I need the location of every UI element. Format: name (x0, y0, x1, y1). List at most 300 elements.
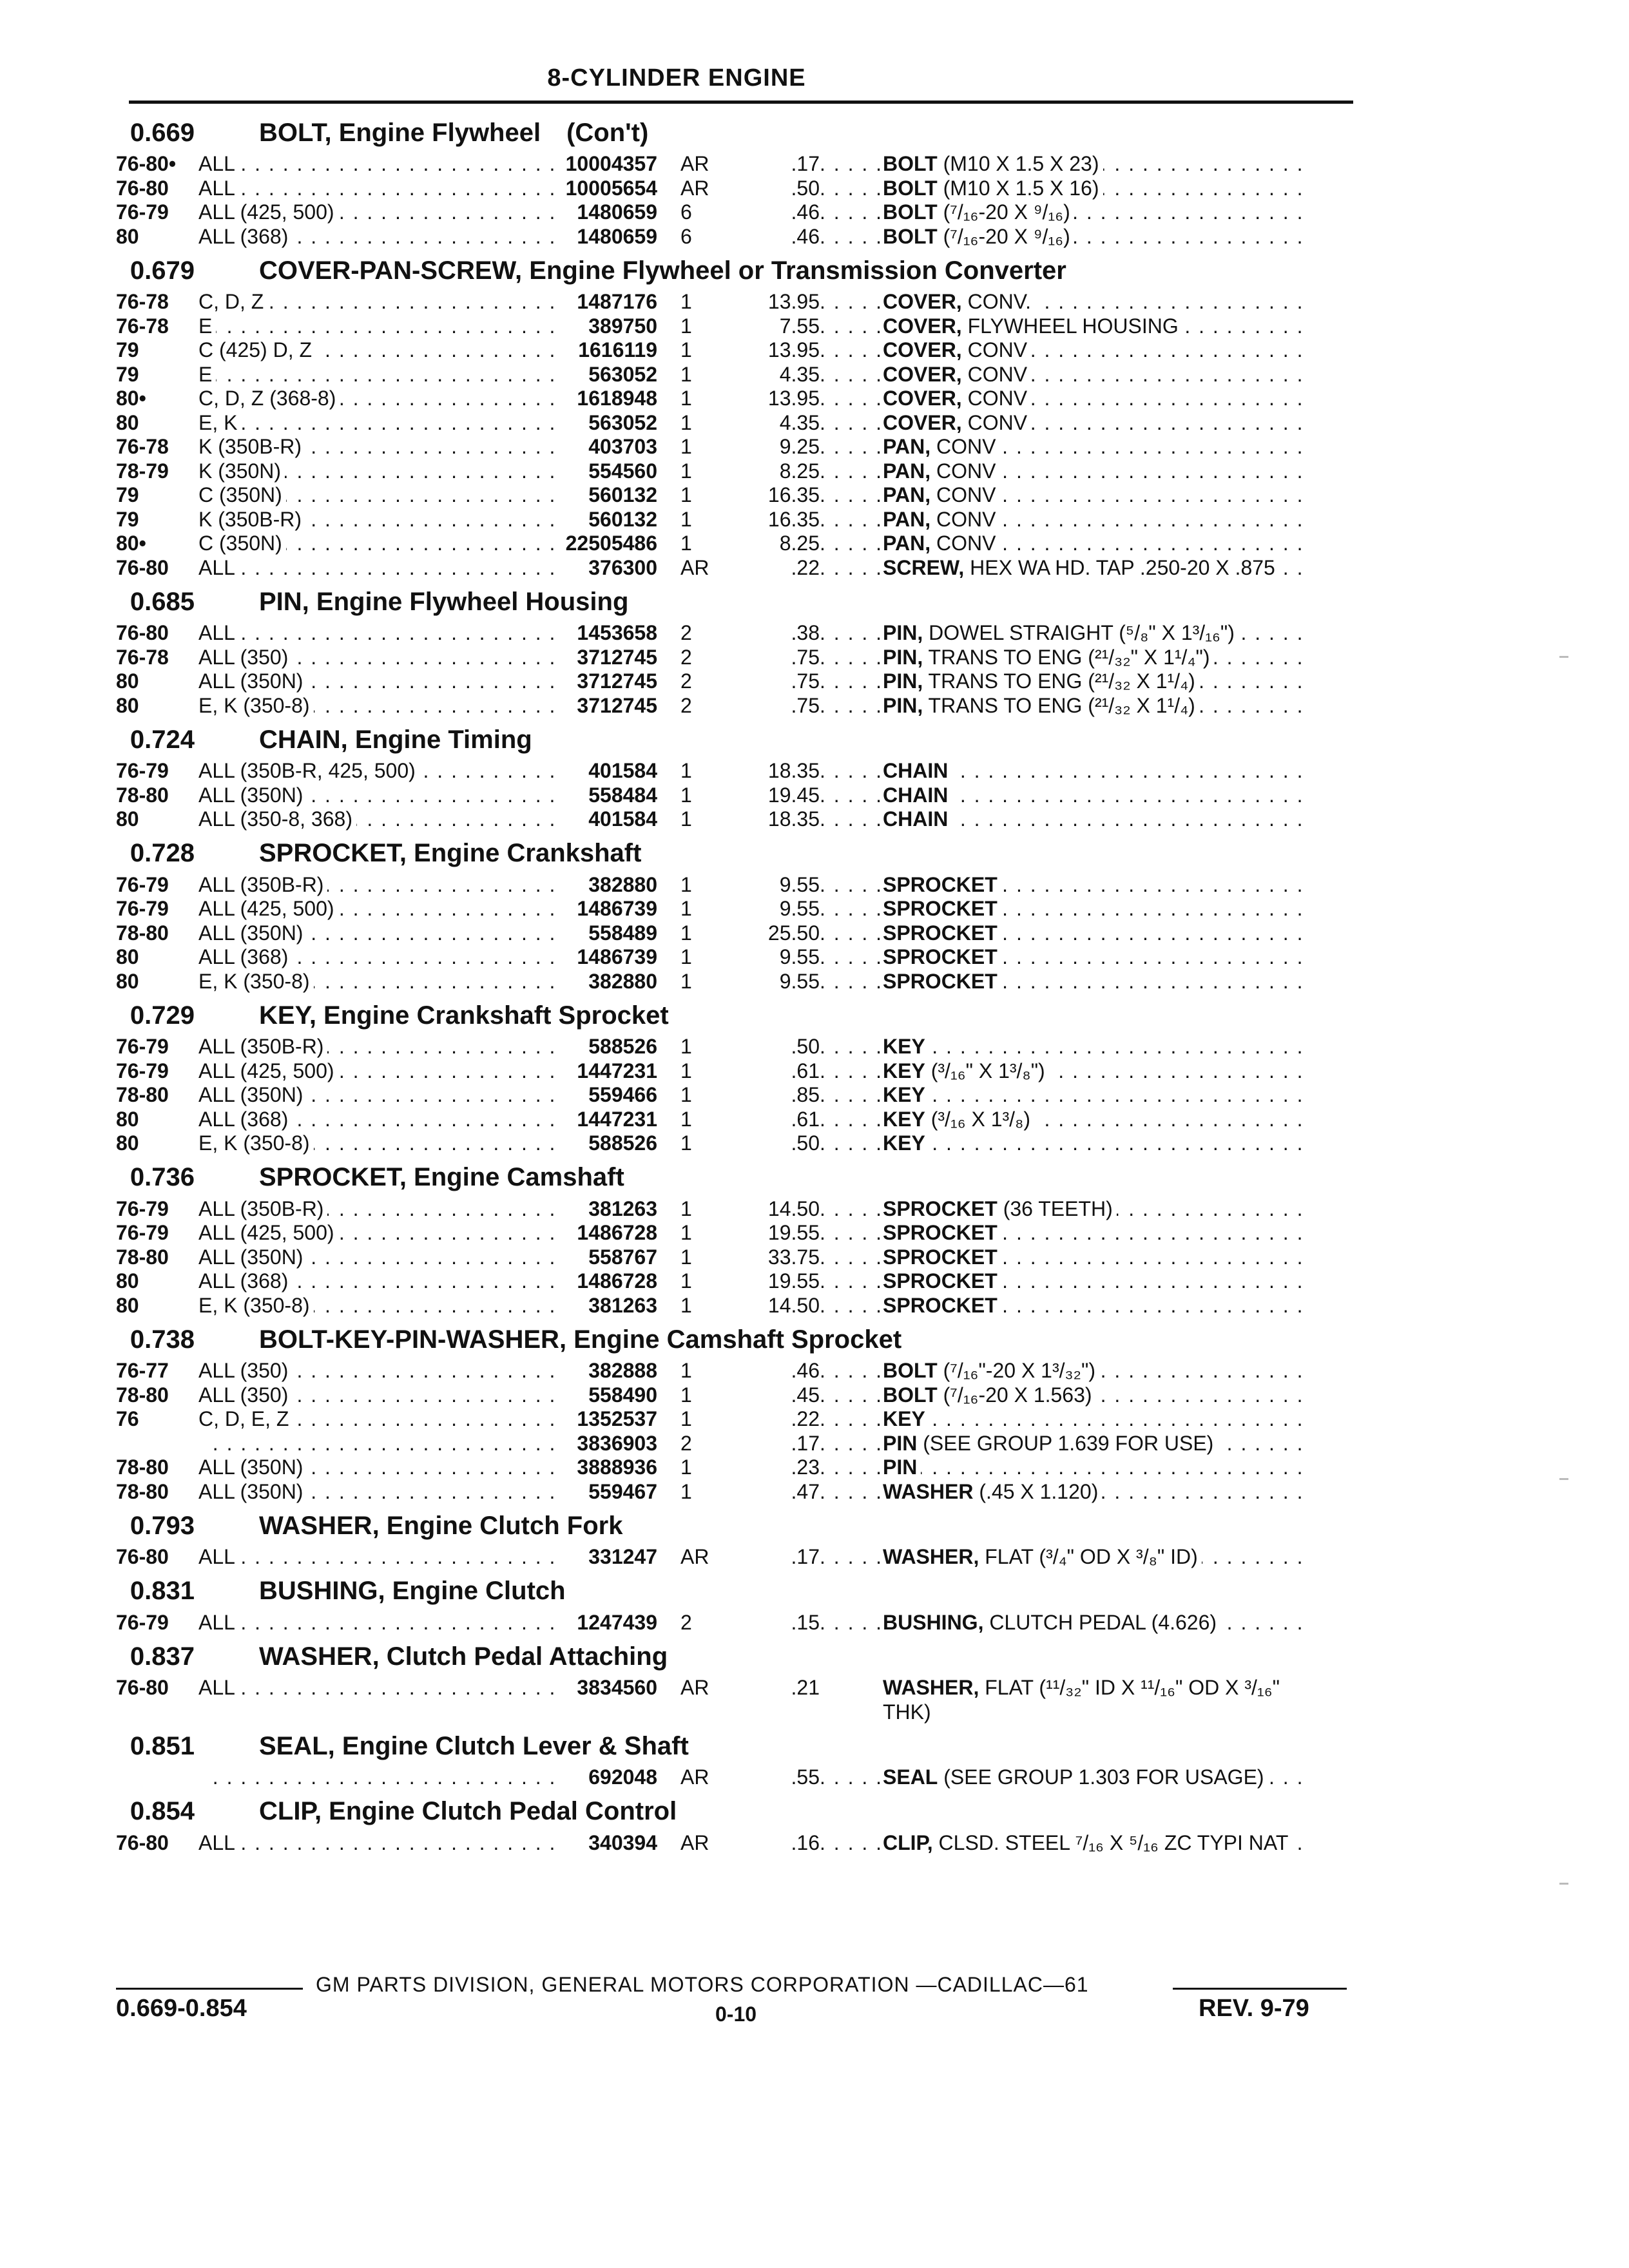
part-row (116, 1456, 1366, 1480)
section-name (259, 1642, 668, 1671)
application-text: ALL (350B-R) (198, 873, 327, 896)
description (820, 1131, 1309, 1156)
application-text: ALL (350N) (198, 1480, 307, 1503)
section-name-text: CHAIN, Engine Timing (259, 725, 532, 754)
description-text (883, 694, 1199, 717)
application-text: C (350N) (198, 483, 286, 506)
description-keyword: BOLT (883, 152, 938, 175)
application (198, 1221, 557, 1245)
description-detail: CONV (930, 507, 996, 531)
application (198, 1480, 557, 1504)
model-years: 76-80 (116, 1831, 169, 1854)
price: 19.55 (767, 1221, 820, 1244)
application (198, 152, 557, 177)
part-number: 559467 (588, 1479, 657, 1503)
application-text: E, K (198, 411, 241, 434)
section-continued: (Con't) (566, 118, 649, 147)
price: 7.55 (779, 314, 820, 338)
description-text (883, 669, 1199, 693)
model-years: 76-78 (116, 314, 169, 338)
description-text (883, 1765, 1268, 1789)
part-row (116, 1035, 1366, 1059)
application-text: K (350B-R) (198, 508, 305, 531)
description-text (883, 1432, 1217, 1455)
price: 18.35 (767, 759, 820, 782)
application-text: ALL (350N) (198, 669, 307, 693)
description (820, 1545, 1309, 1570)
description-keyword: BOLT (883, 1359, 938, 1382)
description (820, 807, 1309, 832)
part-number: 10004357 (565, 152, 657, 175)
description-keyword: WASHER, (883, 1545, 979, 1568)
quantity: 1 (680, 532, 692, 555)
description-detail: CONV (961, 387, 1028, 410)
description-detail: (³/₁₆" X 1³/₈") (925, 1059, 1045, 1082)
application (198, 1294, 557, 1318)
application-text: ALL (350N) (198, 1456, 307, 1479)
application (198, 807, 557, 832)
description-detail: TRANS TO ENG (²¹/₃₂ X 1¹/₄) (923, 693, 1195, 717)
application-text: ALL (198, 1831, 239, 1854)
section-number: 0.685 (130, 587, 195, 616)
description-detail: FLYWHEEL HOUSING (961, 314, 1179, 338)
description (820, 694, 1309, 718)
quantity: 1 (680, 338, 692, 361)
price: 9.55 (779, 969, 820, 993)
application (198, 483, 557, 508)
quantity: 2 (680, 621, 692, 644)
part-row (116, 970, 1366, 994)
part-number: 381263 (588, 1293, 657, 1317)
part-number: 340394 (588, 1831, 657, 1854)
model-years: 79 (116, 483, 139, 506)
part-number: 1480659 (577, 224, 657, 248)
quantity: 1 (680, 1383, 692, 1407)
scan-mark (1559, 1478, 1568, 1480)
application (198, 290, 557, 314)
description (820, 1456, 1309, 1480)
description-keyword: SPROCKET (883, 1245, 998, 1269)
description-text (883, 290, 1035, 313)
application (198, 508, 557, 532)
part-number: 1486728 (577, 1221, 657, 1244)
description-detail: (SEE GROUP 1.639 FOR USE) (917, 1431, 1214, 1455)
part-number: 3712745 (577, 645, 657, 669)
description (820, 387, 1309, 411)
price: 16.35 (767, 483, 820, 506)
quantity: AR (680, 555, 709, 579)
description-keyword: COVER, (883, 362, 962, 386)
description (820, 314, 1309, 339)
description (820, 1059, 1309, 1084)
part-row (116, 1611, 1366, 1635)
application-text: ALL (198, 1611, 239, 1634)
description-text (883, 1197, 1117, 1220)
application (198, 314, 557, 339)
section-header (116, 582, 1366, 621)
section-name (259, 1577, 566, 1606)
quantity: 1 (680, 459, 692, 483)
part-row (116, 483, 1366, 508)
footer-rule-right (1173, 1988, 1347, 1990)
model-years: 79 (116, 362, 139, 386)
description-detail: (⁷/₁₆-20 X ⁹/₁₆) (937, 200, 1070, 224)
description-text (883, 1059, 1049, 1082)
application (198, 177, 557, 201)
description-text (883, 1676, 1280, 1724)
description-text (883, 1480, 1102, 1503)
part-row (116, 646, 1366, 670)
part-number: 3836903 (577, 1431, 657, 1455)
part-row (116, 459, 1366, 484)
description (820, 556, 1309, 581)
application (198, 1269, 557, 1294)
part-row (116, 1059, 1366, 1084)
model-years: 76-78 (116, 645, 169, 669)
footer-corporation: GM PARTS DIVISION, GENERAL MOTORS CORPORATION —CADILLAC—61 (316, 1973, 1089, 1996)
application (198, 363, 557, 387)
description-text (883, 387, 1031, 410)
part-number: 3712745 (577, 693, 657, 717)
part-row (116, 200, 1366, 225)
section-name (259, 588, 628, 617)
application-text: ALL (350) (198, 1359, 292, 1382)
price: .17 (791, 1545, 820, 1568)
description-keyword: PIN, (883, 621, 923, 644)
description-detail: TRANS TO ENG (²¹/₃₂ X 1¹/₄) (923, 669, 1195, 693)
application-text: ALL (350-8, 368) (198, 807, 356, 831)
part-row (116, 669, 1366, 694)
section-number: 0.729 (130, 1001, 195, 1030)
description-detail: DOWEL STRAIGHT (⁵/₈" X 1³/₁₆") (923, 621, 1235, 644)
price: 8.25 (779, 532, 820, 555)
price: .75 (791, 645, 820, 669)
quantity: 1 (680, 290, 692, 313)
part-row (116, 1221, 1366, 1245)
description-keyword: CHAIN (883, 759, 949, 782)
model-years: 80• (116, 387, 146, 410)
description (820, 1035, 1309, 1059)
description-detail: CLSD. STEEL ⁷/₁₆ X ⁵/₁₆ ZC TYPI NAT (932, 1831, 1289, 1854)
price: 14.50 (767, 1196, 820, 1220)
description-detail: CONV (961, 338, 1028, 361)
quantity: 1 (680, 1196, 692, 1220)
application-text (198, 1765, 202, 1789)
description (820, 783, 1309, 808)
section-header (116, 834, 1366, 873)
price: 19.55 (767, 1269, 820, 1293)
description (820, 1407, 1309, 1432)
description-text (883, 411, 1031, 434)
description-detail: FLAT (³/₄" OD X ³/₈" ID) (979, 1545, 1198, 1568)
part-row (116, 387, 1366, 411)
application (198, 1108, 557, 1132)
description (820, 945, 1309, 970)
application-text: E (198, 363, 216, 386)
application (198, 921, 557, 946)
price: 19.45 (767, 783, 820, 807)
description-keyword: CHAIN (883, 783, 949, 807)
description (820, 1676, 1309, 1724)
section-name (259, 119, 648, 148)
application (198, 1676, 557, 1724)
price: 16.35 (767, 507, 820, 531)
application-text: C, D, E, Z (198, 1407, 293, 1430)
description-text (883, 1083, 929, 1106)
description (820, 435, 1309, 459)
part-number: 1486739 (577, 897, 657, 920)
description-keyword: CHAIN (883, 807, 949, 831)
application-text: ALL (425, 500) (198, 897, 338, 920)
model-years: 76-80 (116, 176, 169, 200)
price: 4.35 (779, 410, 820, 434)
description-text (883, 621, 1239, 644)
quantity: 1 (680, 435, 692, 458)
description (820, 508, 1309, 532)
section-header (116, 996, 1366, 1035)
section-name-text: WASHER, Engine Clutch Fork (259, 1511, 623, 1540)
model-years: 78-80 (116, 783, 169, 807)
part-row (116, 1432, 1366, 1456)
application (198, 200, 557, 225)
price: 33.75 (767, 1245, 820, 1269)
description-keyword: SPROCKET (883, 1196, 998, 1220)
part-number: 389750 (588, 314, 657, 338)
description-keyword: PAN, (883, 459, 931, 483)
model-years: 76-79 (116, 897, 169, 920)
quantity: 1 (680, 897, 692, 920)
section-header (116, 1506, 1366, 1545)
description-keyword: SPROCKET (883, 872, 998, 896)
description (820, 1083, 1309, 1108)
application (198, 1035, 557, 1059)
description-text (883, 1383, 1096, 1407)
quantity: 2 (680, 1610, 692, 1634)
description-keyword: SPROCKET (883, 897, 998, 920)
part-number: 558490 (588, 1383, 657, 1407)
description (820, 1221, 1309, 1245)
description-detail: HEX WA HD. TAP .250-20 X .875 (964, 555, 1275, 579)
part-number: 1447231 (577, 1059, 657, 1082)
footer-page-number: 0-10 (715, 2003, 757, 2026)
description-keyword: SPROCKET (883, 1269, 998, 1293)
section-name (259, 1512, 622, 1541)
application-text: ALL (425, 500) (198, 200, 338, 224)
description-detail: CONV (961, 410, 1028, 434)
price: 18.35 (767, 807, 820, 831)
description-text (883, 921, 1001, 945)
part-row (116, 1131, 1366, 1156)
quantity: 1 (680, 969, 692, 993)
part-row (116, 1083, 1366, 1108)
price: 25.50 (767, 921, 820, 945)
description-text (883, 783, 952, 807)
part-number: 382880 (588, 872, 657, 896)
quantity: 1 (680, 1407, 692, 1430)
description-text (883, 1221, 1001, 1244)
section-name-text: BOLT-KEY-PIN-WASHER, Engine Camshaft Sprocket (259, 1325, 902, 1354)
application-text: E, K (350-8) (198, 970, 314, 993)
application-text: C (425) D, Z (198, 338, 316, 361)
application-text: ALL (368) (198, 1108, 292, 1131)
section-name-text: KEY, Engine Crankshaft Sprocket (259, 1001, 669, 1030)
application (198, 759, 557, 783)
description-detail: (.45 X 1.120) (973, 1479, 1099, 1503)
price: .75 (791, 693, 820, 717)
description-detail: FLAT (¹¹/₃₂" ID X ¹¹/₁₆" OD X ³/₁₆" THK) (883, 1676, 1280, 1724)
part-row (116, 1407, 1366, 1432)
application (198, 621, 557, 646)
quantity: 1 (680, 1131, 692, 1155)
price: .61 (791, 1059, 820, 1082)
quantity: 1 (680, 483, 692, 506)
description-text (883, 435, 999, 458)
part-number: 381263 (588, 1196, 657, 1220)
price: .61 (791, 1107, 820, 1131)
application-text (198, 1432, 202, 1455)
part-row (116, 532, 1366, 556)
description-keyword: PIN (883, 1456, 918, 1479)
part-row (116, 1269, 1366, 1294)
application (198, 669, 557, 694)
description-keyword: KEY (883, 1035, 925, 1058)
application (198, 945, 557, 970)
description (820, 411, 1309, 436)
model-years: 76-78 (116, 290, 169, 313)
description-keyword: KEY (883, 1107, 925, 1131)
part-number: 558484 (588, 783, 657, 807)
part-row (116, 290, 1366, 314)
part-number: 1487176 (577, 290, 657, 313)
application-text: C, D, Z (368-8) (198, 387, 340, 410)
description-detail: CLUTCH PEDAL (4.626) (983, 1610, 1217, 1634)
section-name-text: PIN, Engine Flywheel Housing (259, 587, 629, 616)
scan-mark (1559, 656, 1568, 658)
description-text (883, 556, 1279, 579)
model-years (116, 1432, 198, 1456)
application-text: ALL (198, 1676, 239, 1699)
quantity: 1 (680, 1269, 692, 1293)
description (820, 873, 1309, 898)
model-years (116, 1765, 198, 1790)
description-detail: (³/₁₆ X 1³/₈) (925, 1107, 1030, 1131)
description-keyword: PIN, (883, 645, 923, 669)
model-years: 79 (116, 338, 139, 361)
price: .85 (791, 1083, 820, 1106)
model-years: 76-80 (116, 1676, 169, 1699)
quantity: 1 (680, 1293, 692, 1317)
part-row (116, 1359, 1366, 1383)
description-text (883, 897, 1001, 920)
quantity: 1 (680, 1107, 692, 1131)
part-number: 1616119 (578, 338, 657, 361)
part-row (116, 363, 1366, 387)
description-text (883, 945, 1001, 968)
parts-list (116, 111, 1366, 1855)
description-text (883, 532, 999, 555)
price: .15 (791, 1610, 820, 1634)
description-detail: (⁷/₁₆"-20 X 1³/₃₂") (937, 1359, 1095, 1382)
description (820, 621, 1309, 646)
quantity: 1 (680, 387, 692, 410)
application (198, 1611, 557, 1635)
price: .55 (791, 1765, 820, 1789)
description-keyword: WASHER (883, 1479, 974, 1503)
quantity: AR (680, 1765, 709, 1789)
model-years: 76 (116, 1407, 139, 1430)
description-keyword: SCREW, (883, 555, 965, 579)
description-keyword: KEY (883, 1131, 925, 1155)
application-text: ALL (198, 1545, 239, 1568)
part-number: 558489 (588, 921, 657, 945)
description-text (883, 1269, 1001, 1293)
description-text (883, 1611, 1220, 1634)
description (820, 646, 1309, 670)
footer-rule-left (116, 1988, 303, 1990)
model-years: 80 (116, 1131, 139, 1155)
application (198, 897, 557, 921)
description-detail: (36 TEETH) (997, 1196, 1113, 1220)
application (198, 1545, 557, 1570)
price: 9.55 (779, 945, 820, 968)
model-years: 80 (116, 1107, 139, 1131)
model-years: 76-79 (116, 1059, 169, 1082)
model-years: 80 (116, 807, 139, 831)
model-years: 80 (116, 693, 139, 717)
application-text: ALL (350N) (198, 921, 307, 945)
description-text (883, 1456, 921, 1479)
application (198, 783, 557, 808)
part-row (116, 1294, 1366, 1318)
application (198, 1131, 557, 1156)
description (820, 1765, 1309, 1790)
application (198, 1407, 557, 1432)
part-number: 563052 (588, 362, 657, 386)
model-years: 78-80 (116, 1083, 169, 1106)
application-text: K (350B-R) (198, 435, 305, 458)
section-number: 0.738 (130, 1325, 195, 1354)
part-row (116, 621, 1366, 646)
section-number: 0.669 (130, 118, 195, 147)
section-number: 0.837 (130, 1642, 195, 1671)
application-text: ALL (350N) (198, 1083, 307, 1106)
footer-group-range: 0.669-0.854 (116, 1995, 247, 2022)
application-text: E, K (350-8) (198, 1294, 314, 1317)
description (820, 338, 1309, 363)
quantity: 1 (680, 1456, 692, 1479)
quantity: AR (680, 1676, 709, 1699)
description-text (883, 314, 1182, 338)
description-detail: (⁷/₁₆-20 X 1.563) (937, 1383, 1092, 1407)
description-text (883, 759, 952, 782)
section-header (116, 1572, 1366, 1611)
part-number: 1447231 (577, 1107, 657, 1131)
part-number: 382880 (588, 969, 657, 993)
part-row (116, 1245, 1366, 1270)
quantity: 1 (680, 945, 692, 968)
description (820, 759, 1309, 783)
part-number: 560132 (588, 483, 657, 506)
description-keyword: SPROCKET (883, 1293, 998, 1317)
application (198, 1083, 557, 1108)
quantity: 1 (680, 807, 692, 831)
model-years: 80 (116, 410, 139, 434)
model-years: 80 (116, 1269, 139, 1293)
description-text (883, 483, 999, 506)
part-row (116, 556, 1366, 581)
description-detail: CONV (930, 532, 996, 555)
section-name-text: SEAL, Engine Clutch Lever & Shaft (259, 1731, 689, 1760)
